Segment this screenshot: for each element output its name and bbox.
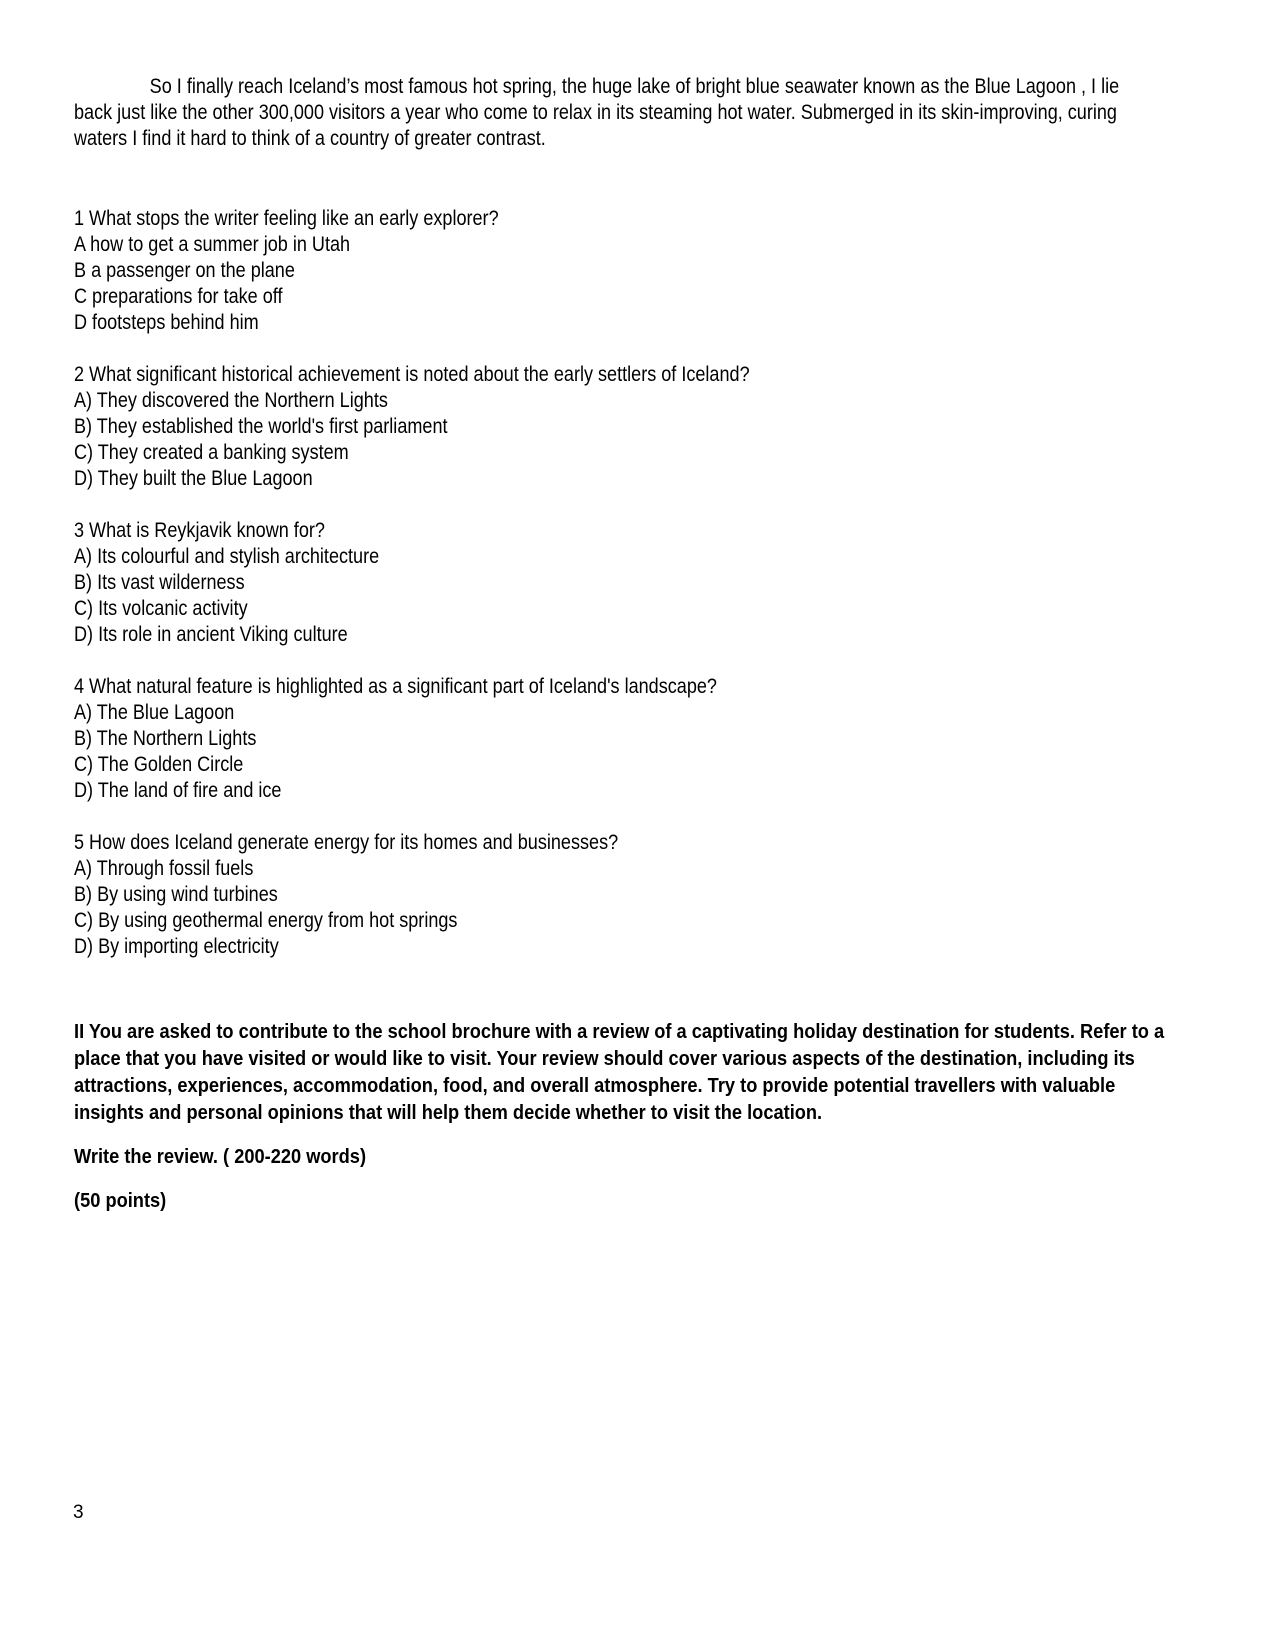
task-line: attractions, experiences, accommodation, food, and overall atmosphere. Try to provide potential travellers with valuable <box>74 1074 1116 1097</box>
question-text: 3 What is Reykjavik known for? <box>74 519 325 542</box>
question-block-5 <box>74 830 750 960</box>
answer-option: B) Its vast wilderness <box>74 571 245 594</box>
answer-option: B a passenger on the plane <box>74 259 295 282</box>
answer-option: C) They created a banking system <box>74 441 349 464</box>
answer-option: C) By using geothermal energy from hot springs <box>74 909 458 932</box>
answer-option: D) The land of fire and ice <box>74 779 282 802</box>
question-text: 1 What stops the writer feeling like an early explorer? <box>74 207 499 230</box>
intro-line: So I finally reach Iceland’s most famous hot spring, the huge lake of bright blue seawater known as the Blue Lagoon , I lie <box>149 75 1120 98</box>
answer-option: D) Its role in ancient Viking culture <box>74 623 348 646</box>
question-text: 2 What significant historical achievement is noted about the early settlers of Iceland? <box>74 363 750 386</box>
answer-option: A) Its colourful and stylish architecture <box>74 545 380 568</box>
answer-option: B) They established the world's first parliament <box>74 415 448 438</box>
task-line: insights and personal opinions that will help them decide whether to visit the location. <box>74 1101 823 1124</box>
writing-task <box>74 1018 1165 1214</box>
intro-paragraph <box>74 74 1209 152</box>
answer-option: C) The Golden Circle <box>74 753 244 776</box>
question-text: 4 What natural feature is highlighted as a significant part of Iceland's landscape? <box>74 675 717 698</box>
answer-option: D) By importing electricity <box>74 935 279 958</box>
answer-option: D) They built the Blue Lagoon <box>74 467 313 490</box>
task-line: II You are asked to contribute to the school brochure with a review of a captivating holiday destination for students. Refer to a <box>74 1020 1165 1043</box>
answer-option: A) They discovered the Northern Lights <box>74 389 388 412</box>
answer-option: C preparations for take off <box>74 285 283 308</box>
question-text: 5 How does Iceland generate energy for its homes and businesses? <box>74 831 619 854</box>
answer-option: D footsteps behind him <box>74 311 259 334</box>
task-instruction: Write the review. ( 200-220 words) <box>74 1145 367 1168</box>
questions-section <box>74 206 750 986</box>
question-block-2 <box>74 362 750 492</box>
intro-line: back just like the other 300,000 visitors a year who come to relax in its steaming hot water. Submerged in its skin-improving, curing <box>74 101 1117 124</box>
question-block-3 <box>74 518 750 648</box>
intro-line: waters I find it hard to think of a country of greater contrast. <box>74 127 546 150</box>
question-block-1 <box>74 206 750 336</box>
answer-option: B) By using wind turbines <box>74 883 278 906</box>
answer-option: B) The Northern Lights <box>74 727 257 750</box>
task-points: (50 points) <box>74 1189 167 1212</box>
answer-option: A how to get a summer job in Utah <box>74 233 351 256</box>
answer-option: A) Through fossil fuels <box>74 857 254 880</box>
page-number: 3 <box>73 1502 84 1523</box>
task-line: place that you have visited or would like to visit. Your review should cover various aspects of the destination, including its <box>74 1047 1135 1070</box>
answer-option: C) Its volcanic activity <box>74 597 248 620</box>
question-block-4 <box>74 674 750 804</box>
answer-option: A) The Blue Lagoon <box>74 701 235 724</box>
